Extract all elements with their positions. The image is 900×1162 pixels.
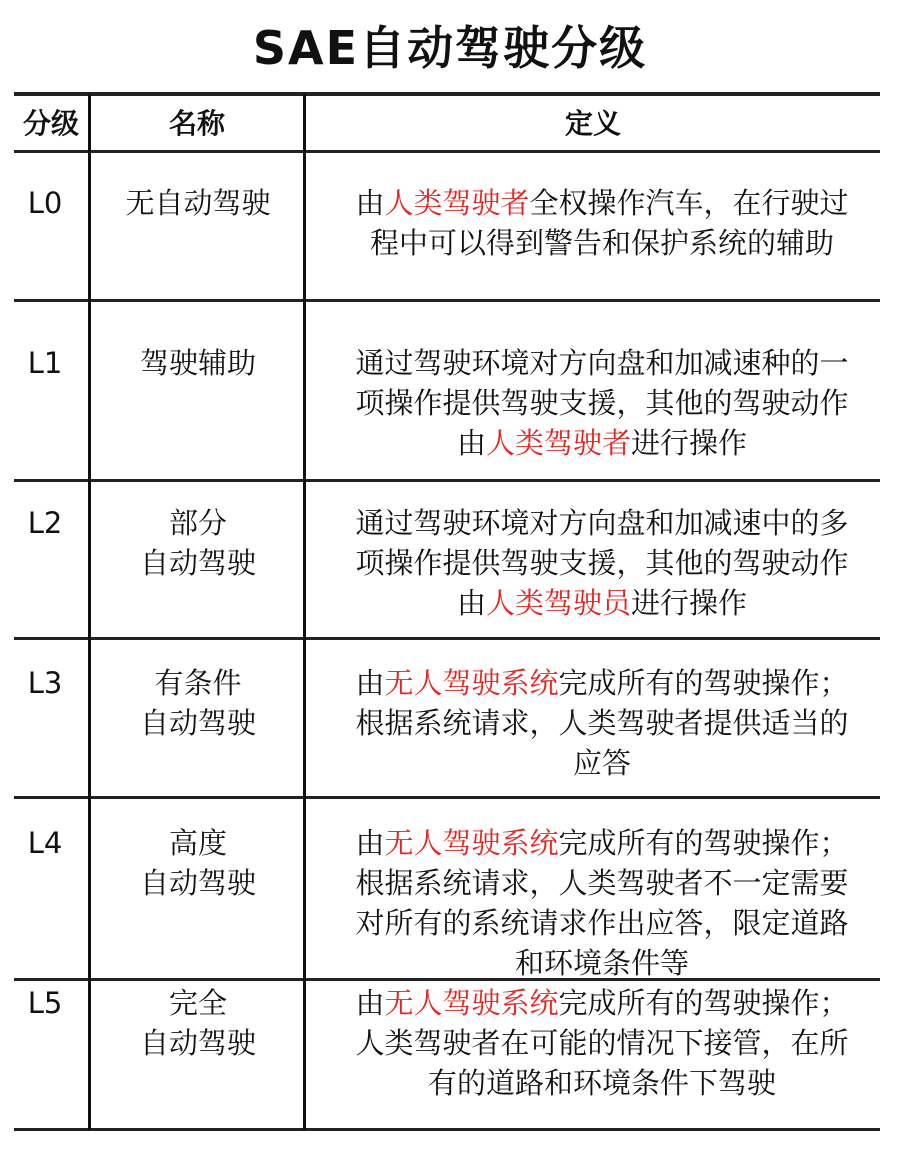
definition-text: 有的道路和环境条件下驾驶 xyxy=(427,1066,776,1100)
definition-cell xyxy=(312,663,892,783)
definition-line xyxy=(312,1063,892,1103)
definition-text: 根据系统请求，人类驾驶者提供适当的 xyxy=(355,706,849,740)
level-cell: L2 xyxy=(27,506,63,540)
definition-line xyxy=(312,903,892,943)
level-cell: L4 xyxy=(27,826,63,860)
column-divider xyxy=(303,94,306,1130)
name-cell xyxy=(92,503,304,583)
name-cell xyxy=(92,983,304,1063)
definition-text: 由 xyxy=(355,666,385,700)
highlighted-term: 无人驾驶系统 xyxy=(384,666,559,700)
definition-text: 程中可以得到警告和保护系统的辅助 xyxy=(369,226,834,260)
name-cell xyxy=(92,183,304,223)
level-cell: L1 xyxy=(27,346,63,380)
name-line: 自动驾驶 xyxy=(139,706,256,740)
definition-text: 由 xyxy=(456,586,486,620)
name-line: 无自动驾驶 xyxy=(125,186,271,220)
highlighted-term: 人类驾驶员 xyxy=(485,586,631,620)
definition-text: 应答 xyxy=(572,746,631,780)
name-cell xyxy=(92,823,304,903)
name-line: 高度 xyxy=(168,826,227,860)
row-divider xyxy=(14,796,880,799)
name-line: 自动驾驶 xyxy=(139,546,256,580)
definition-text: 完成所有的驾驶操作； xyxy=(558,826,849,860)
header-name: 名称 xyxy=(168,107,225,140)
highlighted-term: 无人驾驶系统 xyxy=(384,986,559,1020)
level-cell: L3 xyxy=(27,666,63,700)
name-line: 驾驶辅助 xyxy=(139,346,256,380)
name-line: 自动驾驶 xyxy=(139,866,256,900)
column-divider xyxy=(88,94,91,1130)
highlighted-term: 无人驾驶系统 xyxy=(384,826,559,860)
level-cell: L0 xyxy=(27,186,63,220)
definition-cell xyxy=(312,983,892,1103)
definition-text: 根据系统请求，人类驾驶者不一定需要 xyxy=(355,866,849,900)
definition-text: 通过驾驶环境对方向盘和加减速中的多 xyxy=(355,506,849,540)
definition-line xyxy=(312,983,892,1023)
definition-line xyxy=(312,543,892,583)
definition-line xyxy=(312,863,892,903)
definition-cell xyxy=(312,503,892,623)
definition-text: 项操作提供驾驶支援，其他的驾驶动作 xyxy=(355,386,849,420)
definition-line xyxy=(312,383,892,423)
name-cell xyxy=(92,663,304,743)
definition-text: 通过驾驶环境对方向盘和加减速种的一 xyxy=(355,346,849,380)
definition-text: 人类驾驶者在可能的情况下接管，在所 xyxy=(355,1026,849,1060)
page-title: SAE自动驾驶分级 xyxy=(252,21,648,75)
definition-cell xyxy=(312,823,892,983)
definition-text: 进行操作 xyxy=(631,426,748,460)
row-divider xyxy=(14,299,880,302)
definition-line xyxy=(312,223,892,263)
definition-text: 完成所有的驾驶操作； xyxy=(558,666,849,700)
definition-text: 由 xyxy=(355,826,385,860)
definition-text: 进行操作 xyxy=(631,586,748,620)
definition-text: 项操作提供驾驶支援，其他的驾驶动作 xyxy=(355,546,849,580)
row-divider xyxy=(14,637,880,640)
definition-line xyxy=(312,743,892,783)
definition-line xyxy=(312,703,892,743)
definition-text: 完成所有的驾驶操作； xyxy=(558,986,849,1020)
definition-line xyxy=(312,943,892,983)
definition-line xyxy=(312,503,892,543)
definition-text: 对所有的系统请求作出应答，限定道路 xyxy=(355,906,849,940)
definition-line xyxy=(312,1023,892,1063)
definition-line xyxy=(312,343,892,383)
definition-cell xyxy=(312,183,892,263)
name-line: 自动驾驶 xyxy=(139,1026,256,1060)
name-line: 有条件 xyxy=(154,666,242,700)
definition-line xyxy=(312,583,892,623)
row-divider xyxy=(14,479,880,482)
definition-line xyxy=(312,663,892,703)
highlighted-term: 人类驾驶者 xyxy=(485,426,631,460)
definition-line xyxy=(312,183,892,223)
header-definition: 定义 xyxy=(564,107,621,140)
name-line: 部分 xyxy=(168,506,227,540)
definition-line xyxy=(312,423,892,463)
definition-line xyxy=(312,823,892,863)
table-bottom-border xyxy=(14,1128,880,1131)
level-cell: L5 xyxy=(27,986,63,1020)
definition-text: 由 xyxy=(355,986,385,1020)
definition-text: 由 xyxy=(456,426,486,460)
highlighted-term: 人类驾驶者 xyxy=(384,186,530,220)
name-line: 完全 xyxy=(168,986,227,1020)
definition-text: 由 xyxy=(355,186,385,220)
definition-text: 全权操作汽车，在行驶过 xyxy=(529,186,849,220)
definition-cell xyxy=(312,343,892,463)
header-level: 分级 xyxy=(22,107,79,140)
name-cell xyxy=(92,343,304,383)
definition-text: 和环境条件等 xyxy=(514,946,689,980)
